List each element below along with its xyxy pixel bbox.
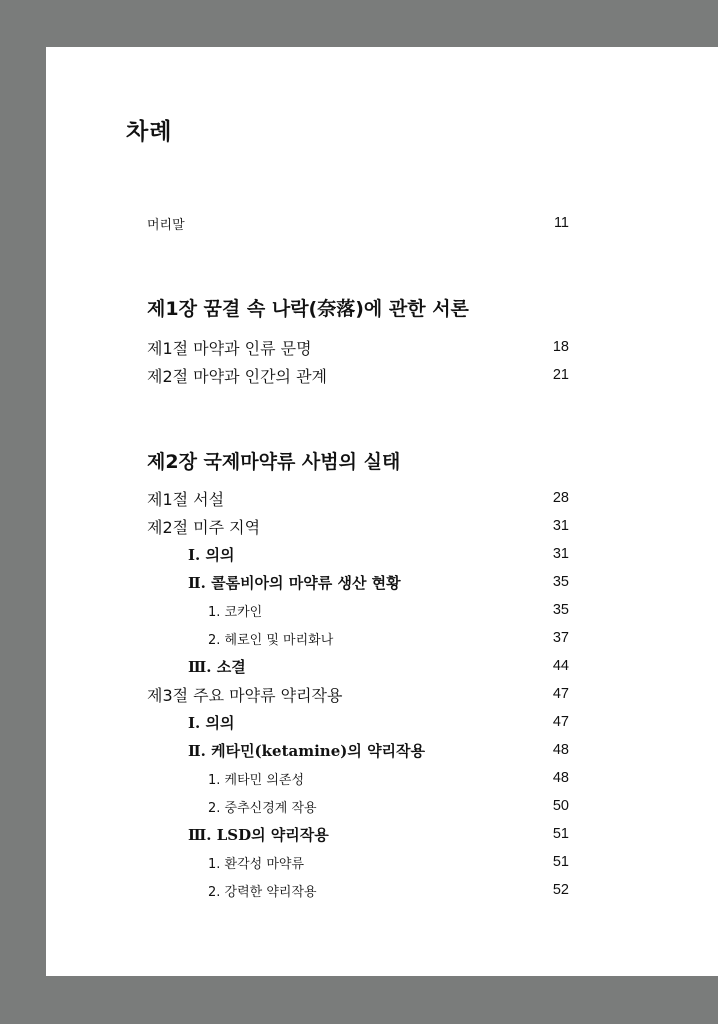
toc-page-number: 31 (552, 546, 569, 562)
toc-item[interactable] (46, 794, 569, 818)
toc-page-number: 18 (552, 339, 569, 355)
toc-entry-title: 제1절 마약과 인류 문명 (147, 338, 312, 358)
toc-page-number: 28 (552, 490, 569, 506)
chapter-title: 제2장 국제마약류 사범의 실태 (147, 450, 401, 473)
toc-entry-title: 제1절 서설 (147, 489, 225, 509)
toc-page-number: 48 (552, 742, 569, 758)
toc-page-number: 21 (552, 367, 569, 383)
toc-entry-title: 제2절 미주 지역 (147, 517, 261, 537)
toc-section[interactable] (46, 514, 569, 538)
toc-entry-title: 1. 환각성 마약류 (208, 856, 305, 872)
toc-page-number: 37 (552, 630, 569, 646)
toc-chapter-1[interactable] (46, 295, 569, 319)
toc-page-number: 50 (552, 798, 569, 814)
toc-page-number: 52 (552, 882, 569, 898)
chapter-title: 제1장 꿈결 속 나락(奈落)에 관한 서론 (147, 297, 469, 320)
toc-section[interactable] (46, 363, 569, 387)
toc-item[interactable] (46, 766, 569, 790)
document-page (46, 47, 718, 976)
toc-page-number: 48 (552, 770, 569, 786)
toc-entry-title: 2. 중추신경계 작용 (208, 800, 317, 816)
toc-entry-preface[interactable] (46, 211, 569, 235)
toc-subsection[interactable] (46, 738, 569, 762)
toc-page-number: 35 (552, 602, 569, 618)
toc-entry-title: 1. 케타민 의존성 (208, 772, 305, 788)
toc-page-number: 44 (552, 658, 569, 674)
toc-page-number: 35 (552, 574, 569, 590)
toc-entry-title: 2. 강력한 약리작용 (208, 884, 317, 900)
toc-entry-title: 2. 헤로인 및 마리화나 (208, 632, 334, 648)
toc-entry-title: Ⅱ. 콜롬비아의 마약류 생산 현황 (188, 573, 401, 592)
toc-entry-title: 머리말 (147, 217, 185, 233)
toc-item[interactable] (46, 598, 569, 622)
toc-section[interactable] (46, 335, 569, 359)
toc-entry-title: Ⅲ. 소결 (188, 657, 246, 676)
toc-entry-title: Ⅰ. 의의 (188, 545, 235, 564)
toc-entry-title: 제3절 주요 마약류 약리작용 (147, 685, 343, 705)
toc-subsection[interactable] (46, 710, 569, 734)
toc-chapter-2[interactable] (46, 448, 569, 472)
toc-page-number: 47 (552, 714, 569, 730)
toc-entry-title: Ⅲ. LSD의 약리작용 (188, 825, 329, 844)
toc-subsection[interactable] (46, 822, 569, 846)
toc-subsection[interactable] (46, 654, 569, 678)
toc-entry-title: Ⅰ. 의의 (188, 713, 235, 732)
toc-page-number: 51 (552, 854, 569, 870)
toc-item[interactable] (46, 626, 569, 650)
page-title: 차례 (126, 119, 173, 145)
toc-subsection[interactable] (46, 570, 569, 594)
toc-section[interactable] (46, 486, 569, 510)
toc-item[interactable] (46, 878, 569, 902)
toc-entry-title: Ⅱ. 케타민(ketamine)의 약리작용 (188, 741, 426, 760)
toc-entry-title: 제2절 마약과 인간의 관계 (147, 366, 327, 386)
toc-subsection[interactable] (46, 542, 569, 566)
toc-page-number: 51 (552, 826, 569, 842)
toc-section[interactable] (46, 682, 569, 706)
toc-item[interactable] (46, 850, 569, 874)
toc-page-number: 47 (552, 686, 569, 702)
toc-page-number: 31 (552, 518, 569, 534)
toc-entry-title: 1. 코카인 (208, 604, 263, 620)
toc-page-number: 11 (553, 215, 569, 231)
